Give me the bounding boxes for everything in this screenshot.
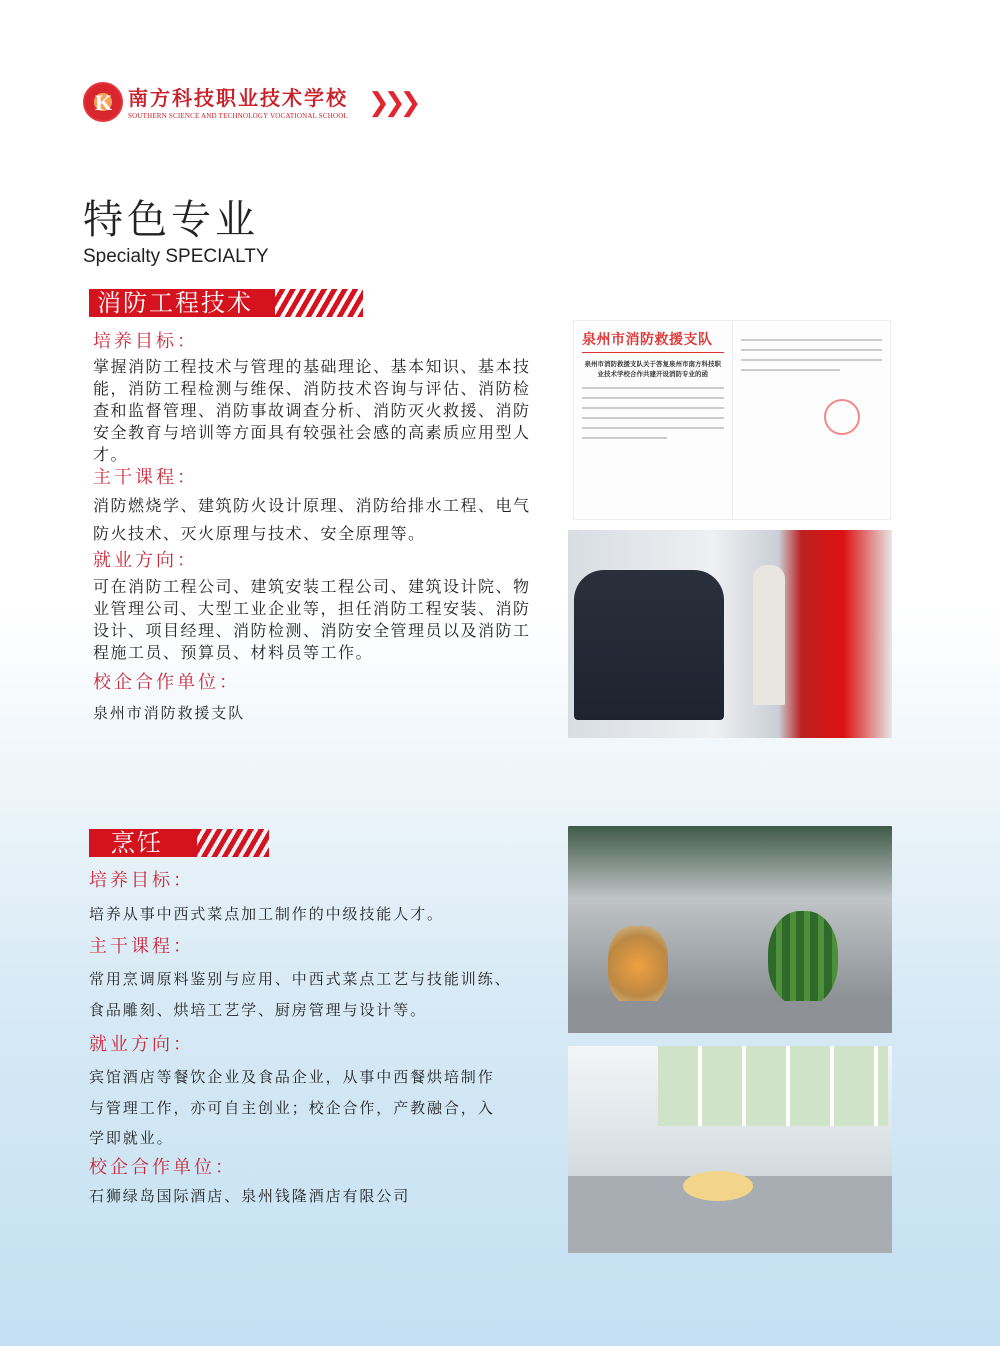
letter-subject: 泉州市消防救援支队关于答复泉州市南方科技职业技术学校合作共建开设消防专业的函 <box>584 360 721 378</box>
school-name-en: SOUTHERN SCIENCE AND TECHNOLOGY VOCATIONAL SCHOOL <box>128 112 348 120</box>
goal-heading: 培养目标： <box>93 331 198 352</box>
text-line: 可在消防工程公司、建筑安装工程公司、建筑设计院、物 <box>93 577 531 596</box>
course-heading: 主干课程： <box>89 936 194 957</box>
section-banner-fire <box>89 289 363 317</box>
partner-heading: 校企合作单位： <box>89 1157 236 1178</box>
career-text <box>89 1062 495 1154</box>
triple-chevron-right-icon: ❯❯❯ <box>368 88 416 118</box>
section-title: 消防工程技术 <box>89 289 275 317</box>
food-carving-photo <box>568 826 892 1033</box>
baking-class-photo <box>568 1046 892 1253</box>
text-line: 设计、项目经理、消防检测、消防安全管理员以及消防工 <box>93 621 531 640</box>
school-name-cn: 南方科技职业技术学校 <box>128 86 348 110</box>
career-text <box>93 576 531 664</box>
fire-training-photo <box>568 530 892 738</box>
page-subtitle: Specialty SPECIALTY <box>83 246 269 267</box>
course-text <box>89 964 512 1026</box>
text-line: 掌握消防工程技术与管理的基础理论、基本知识、基本技 <box>93 357 531 376</box>
text-line: 安全教育与培训等方面具有较强社会感的高素质应用型人 <box>93 423 531 442</box>
text-line: 常用烹调原料鉴别与应用、中西式菜点工艺与技能训练、 <box>89 970 512 988</box>
section-banner-cooking <box>89 829 269 857</box>
text-line: 消防燃烧学、建筑防火设计原理、消防给排水工程、电气 <box>93 496 531 515</box>
cooperation-letter-image <box>573 320 891 520</box>
text-line: 学即就业。 <box>89 1129 174 1147</box>
course-text <box>93 492 531 548</box>
text-line: 查和监督管理、消防事故调查分析、消防灭火救援、消防 <box>93 401 531 420</box>
course-heading: 主干课程： <box>93 467 198 488</box>
section-title: 烹饪 <box>89 829 197 857</box>
partner-heading: 校企合作单位： <box>93 672 240 693</box>
text-line: 防火技术、灭火原理与技术、安全原理等。 <box>93 524 426 543</box>
text-line: 程施工员、预算员、材料员等工作。 <box>93 643 374 662</box>
stripe-decoration <box>197 829 269 857</box>
partner-text: 泉州市消防救援支队 <box>93 704 246 722</box>
goal-text: 培养从事中西式菜点加工制作的中级技能人才。 <box>89 905 444 923</box>
page-title: 特色专业 <box>83 197 259 243</box>
text-line: 宾馆酒店等餐饮企业及食品企业，从事中西餐烘培制作 <box>89 1068 495 1086</box>
stripe-decoration <box>275 289 363 317</box>
school-logo-emblem: K <box>83 82 123 122</box>
letter-heading: 泉州市消防救援支队 <box>582 331 724 353</box>
text-line: 食品雕刻、烘培工艺学、厨房管理与设计等。 <box>89 1001 428 1019</box>
text-line: 业管理公司、大型工业企业等，担任消防工程安装、消防 <box>93 599 531 618</box>
career-heading: 就业方向： <box>93 550 198 571</box>
text-line: 才。 <box>93 445 129 464</box>
goal-text <box>93 356 531 466</box>
goal-heading: 培养目标： <box>89 870 194 891</box>
partner-text: 石狮绿岛国际酒店、泉州钱隆酒店有限公司 <box>89 1187 411 1205</box>
official-seal <box>824 399 860 435</box>
text-line: 能，消防工程检测与维保、消防技术咨询与评估、消防检 <box>93 379 531 398</box>
career-heading: 就业方向： <box>89 1034 194 1055</box>
text-line: 与管理工作，亦可自主创业；校企合作，产教融合，入 <box>89 1098 495 1117</box>
